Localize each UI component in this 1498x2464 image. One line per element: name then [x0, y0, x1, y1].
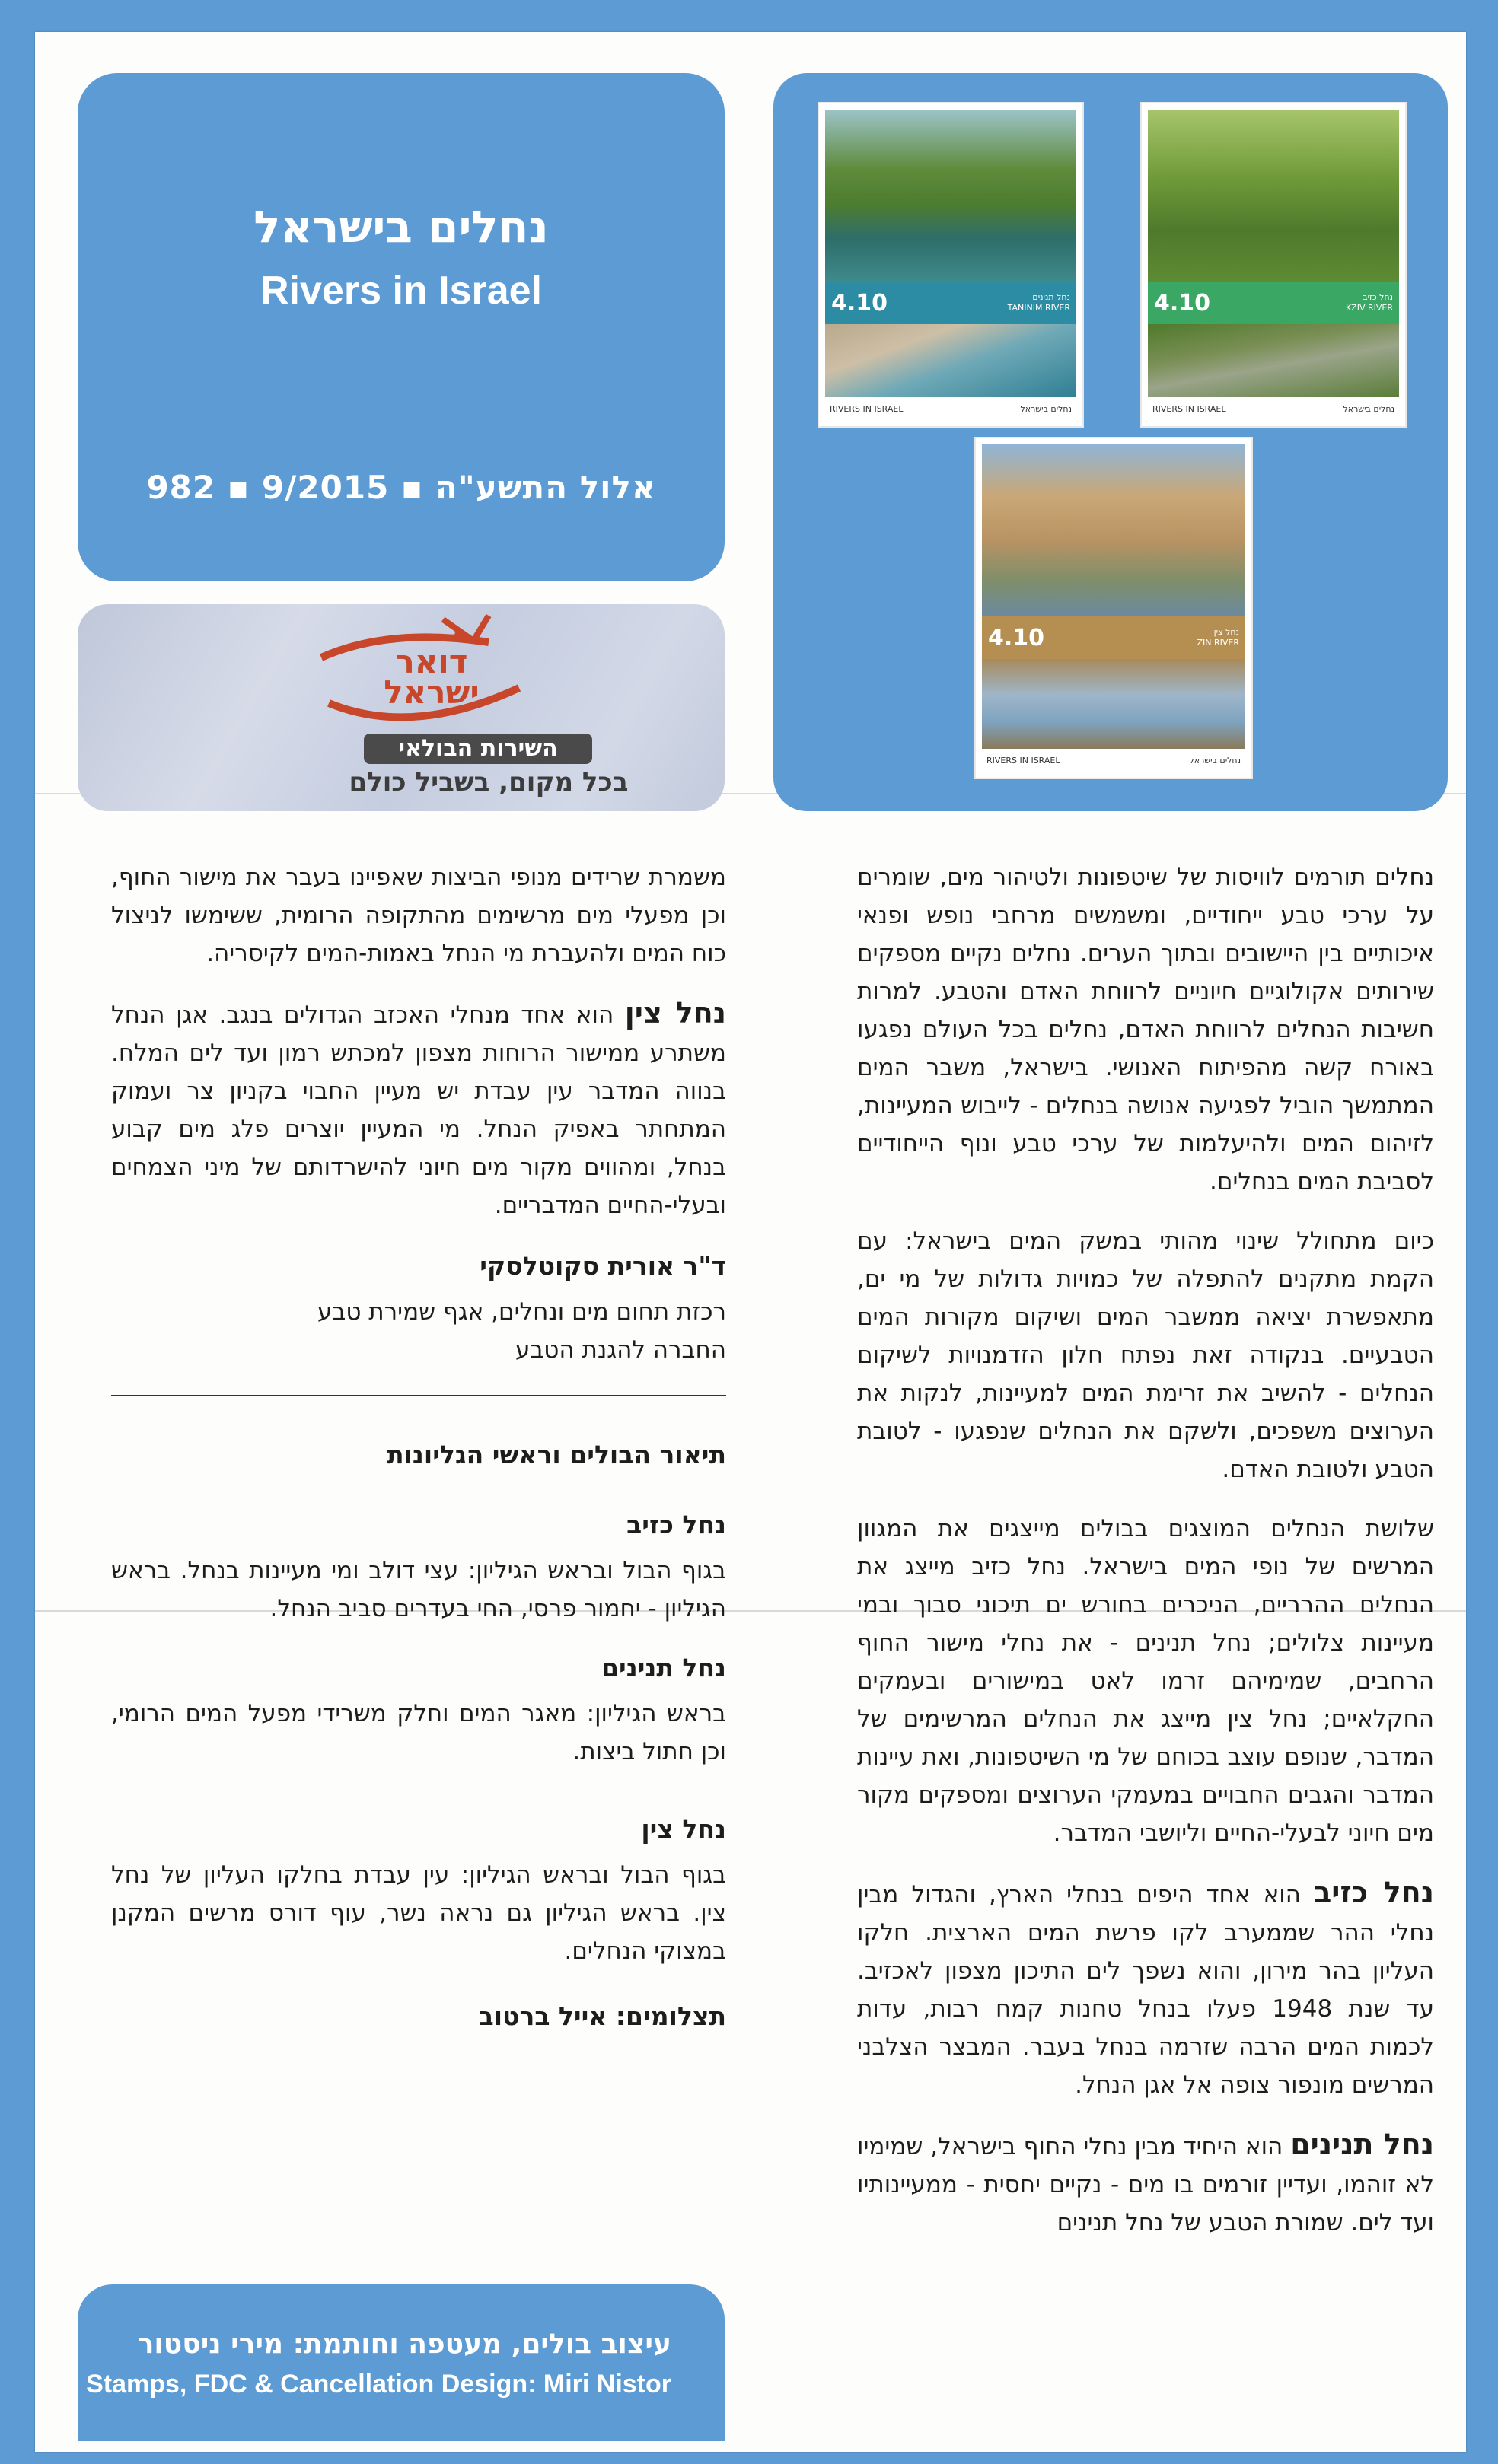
river-name-kziv: נחל כזיב: [1314, 1876, 1434, 1909]
stamp-zin: [976, 438, 1251, 778]
stamp-label-en: KZIV RIVER: [1345, 303, 1393, 313]
paragraph: נחלים תורמים לוויסות של שיטפונות ולטיהור מים, שומרים על ערכי טבע ייחודיים, ומשמשים מרחבי נופש ופנאי איכותיים בין היישובים ובתוך הערים. נחלים נקיים מספקים שירותים אקולוגיים חיוניים לרווחת האדם והטבע. למרות חשיבות הנחלים לרווחת האדם, נחלים בכל העולם נפגעו באורח קשה מהפיתוח האנושי. בישראל, משבר המים המתמשך הוביל לפגיעה אנושה בנחלים - לייבוש המעיינות, לזיהום המים ולהיעלמות של ערכי טבע ונוף הייחודיים לסביבת המים בנחלים.: [857, 864, 1434, 1195]
stamp-band: [982, 616, 1245, 659]
stamp-tab-he: נחלים בישראל: [1189, 755, 1241, 766]
stamp-photo: [982, 444, 1245, 616]
stamp-tab-en: RIVERS IN ISRAEL: [1152, 403, 1226, 414]
stamp-description-title: נחל כזיב: [626, 1510, 726, 1539]
design-credit-footer: [78, 2284, 725, 2441]
paragraph: נחל צין הוא אחד מנחלי האכזב הגדולים בנגב. אגן הנחל משתרע ממישור הרוחות מצפון למכתש רמון ועד לים המלח. בנווה המדבר עין עבדת יש מעיין החבוי בקניון צר ועמוק המתחתר באפיק הנחל. מי המעיין יוצרים פלג מים קבוע בנחל, ומהווים מקור מים חיוני להישרדותם של מיני הצמחים ובעלי-החיים המדבריים.: [111, 996, 726, 1219]
author-organization: החברה להגנת הטבע: [515, 1336, 726, 1364]
stamp-photo: [825, 110, 1076, 282]
stamp-photo: [825, 324, 1076, 397]
stamp-tab: [825, 397, 1076, 420]
stamp-photo: [982, 659, 1245, 749]
title-hebrew: נחלים בישראל: [253, 201, 549, 253]
design-credit-english: Stamps, FDC & Cancellation Design: Miri Nistor: [86, 2370, 671, 2399]
paragraph: נחל תנינים הוא היחיד מבין נחלי החוף בישראל, שמימיו לא זוהמו, ועדיין זורמים בו מים - נקיים יחסית - ממעיינותיו ועד לים. שמורת הטבע של נחל תנינים: [857, 2128, 1434, 2236]
stamp-description-title: נחל צין: [641, 1814, 726, 1844]
stamp-description-title: נחל תנינים: [601, 1653, 726, 1682]
stamp-description-text: בגוף הבול ובראש הגיליון: עצי דולב ומי מעיינות בנחל. בראש הגיליון - יחמור פרסי, החי בעדרים סביב הנחל.: [111, 1557, 726, 1622]
bulletin-sheet: [35, 32, 1466, 2452]
divider: [111, 1395, 726, 1396]
stamp-tab-en: RIVERS IN ISRAEL: [830, 403, 904, 414]
title-english: Rivers in Israel: [260, 269, 542, 313]
svg-text:דואר: דואר: [395, 643, 468, 680]
river-name-taninim: נחל תנינים: [1290, 2128, 1434, 2161]
paragraph: שלושת הנחלים המוצגים בבולים מייצגים את המגוון המרשים של נופי המים בישראל. נחל כזיב מייצג את הנחלים ההרריים, הניכרים בחורש ים תיכוני סבוך ובמי מעיינות צלולים; נחל תנינים - את נחלי מישור החוף הרחבים, שמימיהם זרמו לאט במישורים ובעמקים החקלאיים; נחל צין מייצג את הנחלים המרשימים של המדבר, שנופם עוצב בכוחם של מי השיטפונות, ואת עיינות המדבר והגבים החבויים במעמקי הערוצים ומספקים מקור מים חיוני לבעלי-החיים וליושבי המדבר.: [857, 1515, 1434, 1847]
paragraph: נחל כזיב הוא אחד היפים בנחלי הארץ, והגדול מבין נחלי ההר שממערב לקו פרשת המים הארצית. חלקו העליון בהר מירון, והוא נשפך לים התיכון מצפון לאכזיב. עד שנת 1948 פעלו בנחל טחנות קמח רבות, עדות לכמות המים הרבה שזרמה בנחל בעבר. המבצר הצלבני המרשים מונפור צופה אל אגן הנחל.: [857, 1876, 1434, 2099]
philatelic-service-label: השירות הבולאי: [364, 734, 592, 764]
stamp-description-text: בגוף הבול ובראש הגיליון: עין עבדת בחלקו העליון של נחל צין. בראש הגיליון גם נראה נשר, עוף דורס מרשים המקנן במצוקי הנחלים.: [111, 1861, 726, 1965]
issue-number: 982 ▪ 9/2015 ▪ אלול התשע"ה: [146, 469, 656, 506]
stamp-description-heading: תיאור הבולים וראשי הגליונות: [387, 1440, 726, 1469]
paragraph: משמרת שרידים מנופי הביצות שאפיינו בעבר את מישור החוף, וכן מפעלי מים מרשימים מהתקופה הרומית, ששימשו לניצול כוח המים ולהעברת מי הנחל באמות-המים לקיסריה.: [111, 864, 726, 967]
title-card: [78, 73, 725, 581]
stamp-label-he: נחל תנינים: [1032, 292, 1070, 302]
stamp-tab-he: נחלים בישראל: [1020, 403, 1072, 414]
stamp-kziv: [1142, 103, 1405, 426]
stamp-label-he: נחל צין: [1213, 627, 1239, 637]
israel-post-logo-card: [78, 604, 725, 811]
israel-post-emblem-logo: [298, 612, 542, 734]
stamp-tab-he: נחלים בישראל: [1343, 403, 1394, 414]
author-name: ד"ר אורית סקוטלסקי: [480, 1251, 726, 1281]
design-credit-hebrew: עיצוב בולים, מעטפה וחותמת: מירי ניסטור: [137, 2329, 671, 2360]
stamp-value: 4.10: [1154, 289, 1211, 317]
stamp-photo: [1148, 110, 1399, 282]
stamp-tab: [1148, 397, 1399, 420]
stamp-description-text: בראש הגיליון: מאגר המים וחלק משרידי מפעל המים הרומי, וכן חתול ביצות.: [111, 1700, 726, 1765]
stamp-value: 4.10: [831, 289, 888, 317]
paragraph: כיום מתחולל שינוי מהותי במשק המים בישראל: עם הקמת מתקנים להתפלה של כמויות גדולות של מי ים, מתאפשרת יציאה ממשבר המים ושיקום מקורות המים הטבעיים. בנקודה זאת נפתח חלון הזדמנויות לשיקום הנחלים - להשיב את זרימת המים למעיינות, לנקות את הערוצים משפכים, ולשקם את הנחלים שנפגעו - לטובת הטבע ולטובת האדם.: [857, 1227, 1434, 1483]
stamp-label-en: ZIN RIVER: [1197, 638, 1239, 648]
article-column-right: [857, 858, 1434, 2263]
stamp-label-he: נחל כזיב: [1363, 292, 1393, 302]
stamps-panel: [773, 73, 1448, 811]
stamp-label-en: TANINIM RIVER: [1007, 303, 1070, 313]
stamp-value: 4.10: [988, 624, 1045, 651]
photo-credit: תצלומים: אייל ברטוב: [478, 2001, 726, 2031]
svg-text:ישראל: ישראל: [384, 673, 480, 711]
stamp-band: [825, 282, 1076, 324]
author-role: רכזת תחום מים ונחלים, אגף שמירת טבע: [317, 1298, 726, 1326]
stamp-tab-en: RIVERS IN ISRAEL: [986, 755, 1060, 766]
logo-slogan: בכל מקום, בשביל כולם: [349, 767, 629, 797]
stamp-taninim: [819, 103, 1082, 426]
stamp-tab: [982, 749, 1245, 772]
river-name-zin: נחל צין: [624, 996, 726, 1030]
article-column-left: [111, 858, 726, 2043]
stamp-band: [1148, 282, 1399, 324]
stamp-photo: [1148, 324, 1399, 397]
